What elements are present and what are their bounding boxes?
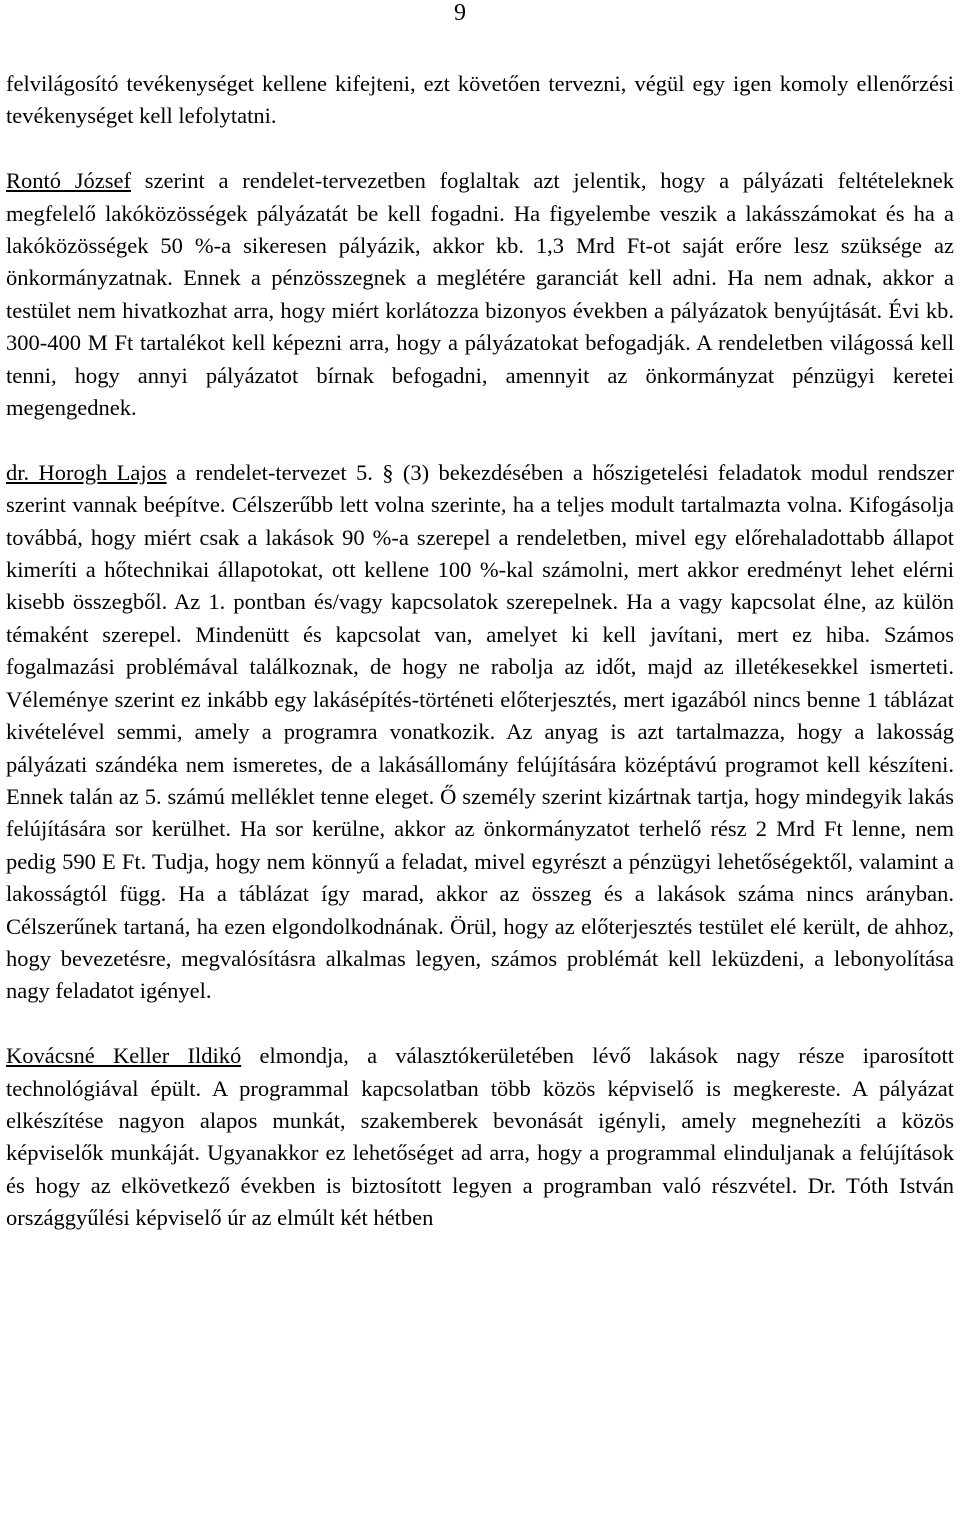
paragraph-horogh-lajos [6,457,954,1008]
paragraph-text: felvilágosító tevékenységet kellene kifejteni, ezt követően tervezni, végül egy igen komoly ellenőrzési tevékenységet kell lefolytatni. [6,71,954,129]
document-body [6,68,954,1235]
speaker-name: dr. Horogh Lajos [6,459,167,485]
paragraph-ronto-jozsef [6,165,954,424]
paragraph-intro [6,68,954,133]
paragraph-text: elmondja, a választókerületében lévő lakások nagy része iparosított technológiával épült. A programmal kapcsolatban több közös képviselő is megkereste. A pályázat elkészítése nagyon alapos munkát, szakemberek bevonását igényli, amely megnehezíti a közös képviselők munkáját. Ugyanakkor ez lehetőséget ad arra, hogy a programmal elinduljanak a felújítások és hogy az elkövetkező években is biztosított legyen a programban való részvétel. Dr. Tóth István országgyűlési képviselő úr az elmúlt két hétben [6,1043,954,1231]
paragraph-text: szerint a rendelet-tervezetben foglaltak azt jelentik, hogy a pályázati feltételeknek megfelelő lakóközösségek pályázatát be kell fogadni. Ha figyelembe veszik a lakásszámokat és ha a lakóközösségek 50 %-a sikeresen pályázik, akkor kb. 1,3 Mrd Ft-ot saját erőre lesz szüksége az önkormányzatnak. Ennek a pénzösszegnek a meglétére garanciát kell adni. Ha nem adnak, akkor a testület nem hivatkozhat arra, hogy miért korlátozza bizonyos években a pályázatok benyújtását. Évi kb. 300-400 M Ft tartalékot kell képezni arra, hogy a pályázatokat befogadják. A rendeletben világossá kell tenni, hogy annyi pályázatot bírnak befogadni, amennyit az önkormányzat pénzügyi keretei megengednek. [6,168,954,421]
speaker-name: Kovácsné Keller Ildikó [6,1043,242,1069]
paragraph-kovacsne-keller-ildiko [6,1040,954,1234]
page-number: 9 [454,0,466,26]
speaker-name: Rontó József [6,168,132,194]
paragraph-text: a rendelet-tervezet 5. § (3) bekezdésében a hőszigetelési feladatok modul rendszer szerint vannak beépítve. Célszerűbb lett volna szerinte, ha a teljes modult tartalmazta volna. Kifogásolja továbbá, hogy miért csak a lakások 90 %-a szerepel a rendeletben, mivel egy előrehaladottabb állapot kimeríti a hőtechnikai állapotokat, ott kellene 100 %-kal számolni, mert akkor eredményt lehet elérni kisebb összegből. Az 1. pontban és/vagy kapcsolatok szerepelnek. Ha a vagy kapcsolat élne, az külön témaként szerepel. Mindenütt és kapcsolat van, amelyet ki kell javítani, mert ez hiba. Számos fogalmazási problémával találkoznak, de hogy ne rabolja az időt, majd az illetékesekkel ismerteti. Véleménye szerint ez inkább egy lakásépítés-történeti előterjesztés, mert igazából nincs benne 1 táblázat kivételével semmi, amely a programra vonatkozik. Az anyag is azt tartalmazza, hogy a lakosság pályázati szándéka nem ismeretes, de a lakásállomány felújítására középtávú programot kell készíteni. Ennek talán az 5. számú melléklet tenne eleget. Ő személy szerint kizártnak tartja, hogy mindegyik lakás felújítására sor kerülhet. Ha sor kerülne, akkor az önkormányzatot terhelő rész 2 Mrd Ft lenne, nem pedig 590 E Ft. Tudja, hogy nem könnyű a feladat, mivel egyrészt a pénzügyi lehetőségektől, valamint a lakosságtól függ. Ha a táblázat így marad, akkor az összeg és a lakások száma nincs arányban. Célszerűnek tartaná, ha ezen elgondolkodnának. Örül, hogy az előterjesztés testület elé került, de ahhoz, hogy bevezetésre, megvalósításra alkalmas legyen, számos problémát kell leküzdeni, a lebonyolítása nagy feladatot igényel. [6,459,954,1004]
